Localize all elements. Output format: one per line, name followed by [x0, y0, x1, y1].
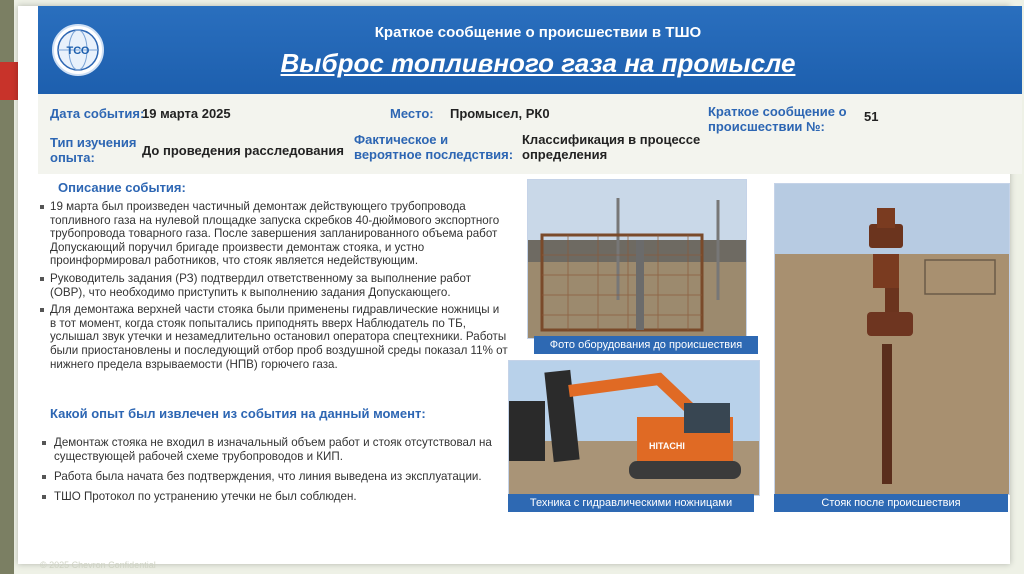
date-value: 19 марта 2025	[142, 106, 231, 121]
report-number-value: 51	[864, 109, 879, 124]
incident-title: Выброс топливного газа на промысле	[280, 48, 796, 78]
lesson-item: Демонтаж стояка не входил в изначальный объем работ и стояк отсутствовал на существующей рабочей схеме трубопроводов и КИП.	[40, 436, 516, 464]
header-banner	[38, 6, 1022, 94]
logo-text: ТСО	[66, 45, 90, 57]
lesson-item: ТШО Протокол по устранению утечки не был соблюден.	[40, 490, 516, 504]
report-subtitle: Краткое сообщение о происшествии в ТШО	[374, 24, 702, 41]
report-number-label: Краткое сообщение о происшествии №:	[708, 104, 847, 134]
description-paragraph: Для демонтажа верхней части стояка были применены гидравлические ножницы и в тот момент, когда стояк попытались приподнять вверх Наблюдатель по ТБ, услышал звук утечки и незамедлительно остановил оператора спецтехники. Работы были приостановлены и последующий отбор проб воздушной среды показал 11% от нижнего предела взрываемости (НПВ) горючего газа.	[40, 303, 508, 371]
caption-before: Фото оборудования до происшествия	[534, 336, 758, 354]
description-paragraph: 19 марта был произведен частичный демонтаж действующего трубопровода топливного газа на нулевой площадке запуска скребков 40-дюймового экспортного трубопровода товарного газа. После завершения запланированного объема работ Допускающий поручил бригаде произвести демонтаж стояка, и устно проинформировал работников, что стояк является недействующим.	[40, 200, 508, 268]
photo-riser	[774, 183, 1010, 495]
classification-value: Классификация в процессе определения	[522, 132, 701, 162]
place-value: Промысел, РК0	[450, 106, 550, 121]
machine-brand-text: HITACHI	[649, 441, 685, 451]
footer-confidential: © 2025 Chevron Confidential	[40, 560, 156, 570]
photo-machinery	[508, 360, 760, 496]
type-value: До проведения расследования	[142, 143, 344, 158]
slide	[18, 6, 1010, 564]
consequence-label: Фактическое и вероятное последствия:	[354, 132, 514, 162]
photo-before-incident	[527, 179, 747, 339]
lesson-item: Работа была начата без подтверждения, что линия выведена из эксплуатации.	[40, 470, 516, 484]
lessons-list	[40, 436, 516, 510]
place-label: Место:	[390, 106, 434, 121]
description-paragraph: Руководитель задания (РЗ) подтвердил ответственному за выполнение работ (ОВР), что необходимо приступить к выполнению задания Допускающего.	[40, 272, 508, 299]
lessons-heading: Какой опыт был извлечен из события на данный момент:	[50, 406, 426, 421]
type-label: Тип изучения опыта:	[50, 135, 137, 165]
caption-machinery: Техника с гидравлическими ножницами	[508, 494, 754, 512]
caption-riser: Стояк после происшествия	[774, 494, 1008, 512]
date-label: Дата события:	[50, 106, 145, 121]
description-body	[40, 200, 508, 375]
description-heading: Описание события:	[58, 180, 186, 195]
